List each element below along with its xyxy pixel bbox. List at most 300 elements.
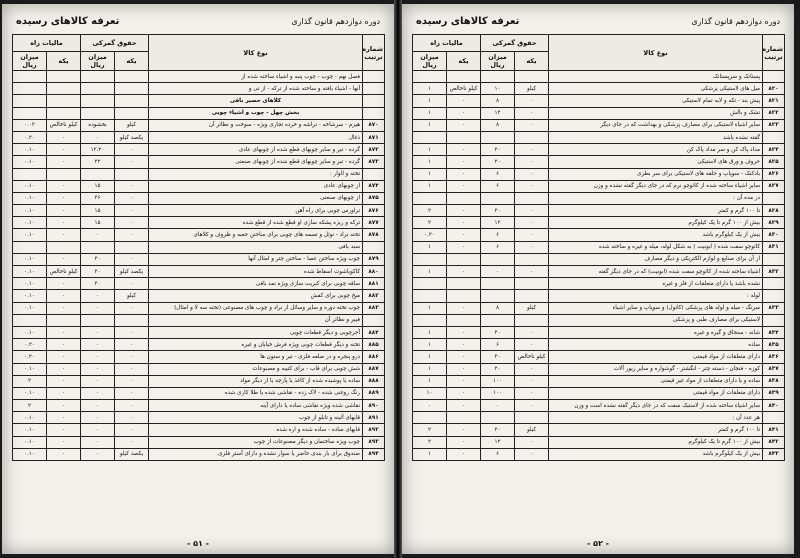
description-cell: میل های لاستیکی پزشکی: [549, 83, 763, 95]
item-number-cell: ۸۲۹: [763, 217, 785, 229]
customs-unit-cell: [515, 290, 549, 302]
page-header: [16, 12, 380, 30]
item-number-cell: ۸۳۵: [763, 339, 785, 351]
description-cell: فیبر و نظائر آن: [149, 314, 363, 326]
table-row: [13, 71, 385, 83]
tax-rate-cell: [413, 290, 447, 302]
tax-unit-cell: ۰: [47, 436, 81, 448]
customs-rate-cell: ۱۰۰: [481, 375, 515, 387]
customs-unit-cell: ۰: [515, 156, 549, 168]
item-number-cell: [363, 95, 385, 107]
tax-rate-cell: ۰.۱۰: [13, 302, 47, 314]
item-number-cell: ۸۷۹: [363, 253, 385, 265]
tax-unit-cell: ۰: [47, 448, 81, 460]
customs-unit-cell: یکصد کیلو: [115, 448, 149, 460]
page-header: [416, 12, 780, 30]
item-number-cell: [363, 71, 385, 83]
item-number-cell: ۸۷۴: [363, 180, 385, 192]
tax-unit-cell: ۰: [47, 339, 81, 351]
tax-unit-cell: ۰: [447, 387, 481, 399]
customs-unit-cell: ۰: [115, 412, 149, 424]
item-number-cell: ۸۷۰: [363, 119, 385, 131]
description-cell: بیش از یک کیلوگرم باشد: [549, 229, 763, 241]
item-number-cell: [763, 278, 785, 290]
item-number-cell: ۸۸۷: [363, 363, 385, 375]
table-row: [413, 119, 785, 131]
tax-unit-cell: ۰: [47, 326, 81, 338]
header-item-no: شماره ترتیب: [363, 35, 385, 71]
table-row: [413, 326, 785, 338]
item-number-cell: ۸۸۵: [363, 339, 385, 351]
description-cell: نقاشی شده ویژه نقاشی ساده یا دارای آینه: [149, 400, 363, 412]
customs-unit-cell: کیلو: [115, 119, 149, 131]
tax-rate-cell: ۱: [413, 119, 447, 131]
tariff-table: [12, 34, 385, 461]
description-cell: شانه - سنجاق و گیره و غیره: [549, 326, 763, 338]
description-cell: رنگ روغنی شده - لاک زده - نقاشی شده یا طلا کاری شده: [149, 387, 363, 399]
tax-unit-cell: ۰: [447, 326, 481, 338]
customs-rate-cell: ۸: [481, 302, 515, 314]
book-title: دوره دوازدهم قانون گذاری: [291, 16, 380, 26]
customs-rate-cell: ۲۰: [81, 266, 115, 278]
customs-unit-cell: ۰: [515, 144, 549, 156]
customs-unit-cell: یکصد کیلو: [115, 131, 149, 143]
tax-rate-cell: ۰.۱۰: [13, 448, 47, 460]
customs-rate-cell: ۶: [481, 229, 515, 241]
table-row: [413, 217, 785, 229]
tax-unit-cell: ۰: [47, 131, 81, 143]
table-row: [13, 229, 385, 241]
customs-unit-cell: ۰: [115, 363, 149, 375]
customs-unit-cell: ۰: [515, 107, 549, 119]
tax-unit-cell: ۰: [47, 412, 81, 424]
customs-rate-cell: [81, 95, 115, 107]
customs-rate-cell: ۰: [81, 351, 115, 363]
tax-rate-cell: ۰.۲۰: [413, 229, 447, 241]
description-cell: صندوق برای بار بندی حاضر یا سوار نشده و دارای آستر فلزی: [149, 448, 363, 460]
tax-unit-cell: ۰: [447, 205, 481, 217]
customs-unit-cell: ۰: [515, 205, 549, 217]
item-number-cell: [363, 83, 385, 95]
customs-rate-cell: [81, 168, 115, 180]
customs-unit-cell: ۰: [115, 144, 149, 156]
tax-rate-cell: ۰: [413, 400, 447, 412]
tax-rate-cell: [413, 71, 447, 83]
book-gutter: [394, 0, 402, 558]
customs-unit-cell: ۰: [115, 400, 149, 412]
customs-rate-cell: ۱۵: [81, 180, 115, 192]
customs-rate-cell: [81, 107, 115, 119]
tax-rate-cell: ۰.۱۰: [13, 436, 47, 448]
description-cell: ترکه و ریزه پشکه سازی او قطع شده از قطع شده: [149, 217, 363, 229]
description-cell: از آن برای صنایع و لوازم الکتریکی و دیگر مصارف: [549, 253, 763, 265]
customs-rate-cell: [481, 71, 515, 83]
tax-unit-cell: [447, 192, 481, 204]
tax-unit-cell: ۰: [447, 400, 481, 412]
tax-rate-cell: ۰.۱۰: [13, 180, 47, 192]
tax-rate-cell: [13, 95, 47, 107]
description-cell: پستانک و سرپستانک: [549, 71, 763, 83]
customs-rate-cell: [481, 192, 515, 204]
customs-unit-cell: ۰: [515, 436, 549, 448]
tax-unit-cell: [47, 95, 81, 107]
tax-rate-cell: ۰.۱۰: [13, 229, 47, 241]
customs-rate-cell: ۰: [81, 326, 115, 338]
customs-rate-cell: ۲۰: [481, 144, 515, 156]
customs-rate-cell: ۰: [81, 412, 115, 424]
tax-unit-cell: ۰: [47, 400, 81, 412]
table-row: [413, 205, 785, 217]
customs-unit-cell: ۰: [515, 229, 549, 241]
tax-rate-cell: ۲: [13, 400, 47, 412]
description-cell: بادکنک - سوپاپ و حلقه های لاستیکی برای سر بطری: [549, 168, 763, 180]
item-number-cell: ۸۳۷: [763, 363, 785, 375]
item-number-cell: [763, 131, 785, 143]
tax-unit-cell: ۰: [47, 229, 81, 241]
customs-unit-cell: ۰: [515, 363, 549, 375]
table-row: [413, 278, 785, 290]
tax-rate-cell: [413, 278, 447, 290]
table-row: [13, 168, 385, 180]
tax-rate-cell: ۰.۱۰: [13, 192, 47, 204]
customs-rate-cell: ۲۶: [81, 192, 115, 204]
customs-unit-cell: [515, 253, 549, 265]
tax-rate-cell: ۰.۱۰: [13, 278, 47, 290]
customs-rate-cell: ۱۰: [481, 83, 515, 95]
table-row: [413, 363, 785, 375]
customs-rate-cell: ۱۲: [481, 107, 515, 119]
description-cell: حروف و ورق های لاستیکی: [549, 156, 763, 168]
tax-rate-cell: [413, 192, 447, 204]
customs-unit-cell: ۰: [515, 119, 549, 131]
tax-unit-cell: [47, 168, 81, 180]
description-cell: ساده و یا دارای متعلقات از مواد غیر قیمتی: [549, 375, 763, 387]
item-number-cell: ۸۸۸: [363, 375, 385, 387]
table-row: [13, 387, 385, 399]
description-cell: سبد بافی: [149, 241, 363, 253]
tax-unit-cell: کیلو ناخالص: [47, 266, 81, 278]
customs-rate-cell: [481, 253, 515, 265]
table-row: [413, 266, 785, 278]
customs-unit-cell: ۰: [115, 387, 149, 399]
tax-rate-cell: ۰.۱۰: [13, 205, 47, 217]
table-row: [413, 71, 785, 83]
table-row: [13, 241, 385, 253]
customs-unit-cell: ۰: [115, 339, 149, 351]
table-row: [13, 144, 385, 156]
item-number-cell: [763, 290, 785, 302]
table-row: [413, 253, 785, 265]
tax-unit-cell: ۰: [47, 424, 81, 436]
table-row: [413, 314, 785, 326]
customs-rate-cell: ۰: [81, 387, 115, 399]
tax-rate-cell: ۰.۱۰: [13, 363, 47, 375]
table-row: [413, 156, 785, 168]
tax-unit-cell: ۰: [47, 302, 81, 314]
customs-rate-cell: [481, 412, 515, 424]
item-number-cell: ۸۹۱: [363, 412, 385, 424]
tax-unit-cell: ۰: [447, 424, 481, 436]
description-cell: کاکوباشوت اسقاط شده: [149, 266, 363, 278]
tax-rate-cell: ۱: [413, 302, 447, 314]
customs-unit-cell: [115, 71, 149, 83]
customs-rate-cell: ۸: [481, 95, 515, 107]
description-cell: در مده آن :: [549, 192, 763, 204]
item-number-cell: ۸۷۲: [363, 144, 385, 156]
tax-unit-cell: [447, 412, 481, 424]
description-cell: گفته نشده باشد: [549, 131, 763, 143]
description-cell: کوزه - فنجان - دسته چتر - انگشتر - گوشواره و سایر زیور آلات: [549, 363, 763, 375]
item-number-cell: ۸۲۰: [763, 83, 785, 95]
customs-rate-cell: ۲۰: [481, 424, 515, 436]
customs-rate-cell: ۱۵: [81, 205, 115, 217]
description-cell: لاستیکی برای مصارف طبی و پزشکی: [549, 314, 763, 326]
tax-unit-cell: [447, 290, 481, 302]
description-cell: ساده: [549, 339, 763, 351]
tax-unit-cell: ۰: [447, 119, 481, 131]
description-cell: سایر اشیاء لاستیکی برای مصارف پزشکی و بهداشت که در جای دیگر: [549, 119, 763, 131]
tax-unit-cell: ۰: [447, 107, 481, 119]
customs-unit-cell: [515, 71, 549, 83]
tax-unit-cell: ۰: [47, 192, 81, 204]
customs-unit-cell: [515, 314, 549, 326]
item-number-cell: [763, 192, 785, 204]
customs-rate-cell: ۰: [81, 375, 115, 387]
description-cell: گرده - تیر و سایر چوبهای قطع شده از چوبهای عادی: [149, 144, 363, 156]
description-cell: چوب ویژه ساختمان و دیگر مصنوعات از چوب: [149, 436, 363, 448]
tax-rate-cell: [13, 107, 47, 119]
item-number-cell: ۸۲۱: [763, 95, 785, 107]
tax-rate-cell: ۱: [413, 156, 447, 168]
customs-unit-cell: ۰: [115, 229, 149, 241]
customs-unit-cell: ۰: [115, 205, 149, 217]
item-number-cell: ۸۷۸: [363, 229, 385, 241]
customs-unit-cell: ۰: [515, 95, 549, 107]
customs-unit-cell: ۰: [515, 180, 549, 192]
description-cell: آجرچوبی و دیگر قطعات چوبی: [149, 326, 363, 338]
tax-unit-cell: کیلو ناخالص: [447, 83, 481, 95]
item-number-cell: ۸۲۳: [763, 119, 785, 131]
description-cell: کائوچو سفت شده ( ابونیت ) به شکل لوله، میله و غیره و ساخته شده: [549, 241, 763, 253]
customs-rate-cell: ۲۰: [481, 205, 515, 217]
customs-rate-cell: ۱۵: [81, 217, 115, 229]
item-number-cell: ۸۹۳: [363, 436, 385, 448]
tax-unit-cell: [447, 131, 481, 143]
header-tax-rate: میزان ریال: [413, 52, 447, 71]
customs-unit-cell: ۰: [115, 351, 149, 363]
customs-unit-cell: کیلو: [515, 424, 549, 436]
customs-unit-cell: ۰: [115, 278, 149, 290]
item-number-cell: ۸۷۷: [363, 217, 385, 229]
table-row: [13, 424, 385, 436]
customs-unit-cell: ۰: [115, 302, 149, 314]
description-cell: ذغال: [149, 131, 363, 143]
item-number-cell: [763, 412, 785, 424]
tax-rate-cell: ۰.۱۰: [13, 326, 47, 338]
customs-unit-cell: ۰: [115, 217, 149, 229]
customs-rate-cell: ۸: [481, 119, 515, 131]
tax-unit-cell: ۰: [47, 217, 81, 229]
table-row: [413, 339, 785, 351]
customs-rate-cell: ۶: [481, 448, 515, 460]
item-number-cell: ۸۷۶: [363, 205, 385, 217]
description-cell: نشده باشد یا دارای متعلقات از فلز و غیره: [549, 278, 763, 290]
tax-unit-cell: ۰: [47, 290, 81, 302]
page-number: - ۵۱ -: [187, 539, 209, 548]
table-row: [13, 314, 385, 326]
item-number-cell: ۸۸۱: [363, 278, 385, 290]
table-row: [413, 302, 785, 314]
page-title: تعرفه کالاهای رسیده: [16, 15, 120, 27]
tax-rate-cell: ۱: [413, 351, 447, 363]
table-row: [413, 241, 785, 253]
tax-rate-cell: ۰.۰۲: [13, 119, 47, 131]
table-row: [413, 436, 785, 448]
tax-unit-cell: ۰: [47, 205, 81, 217]
description-cell: چوب ویژه ساختن عصا - ساختن چتر و امثال آنها: [149, 253, 363, 265]
tax-rate-cell: ۲: [413, 205, 447, 217]
table-row: [13, 412, 385, 424]
item-number-cell: ۸۳۲: [763, 266, 785, 278]
description-cell: هیزم - سرشاخه - تراشه و خرده تجاری ویژه - سوخت و نظائر آن: [149, 119, 363, 131]
customs-unit-cell: کیلو: [515, 83, 549, 95]
description-cell: مداد پاک کن و سر مداد پاک کن: [549, 144, 763, 156]
tax-rate-cell: [13, 71, 47, 83]
customs-rate-cell: ۰: [81, 424, 115, 436]
customs-rate-cell: ۲۲: [81, 156, 115, 168]
customs-unit-cell: ۰: [515, 326, 549, 338]
tax-unit-cell: ۰: [447, 95, 481, 107]
item-number-cell: ۸۲۵: [763, 156, 785, 168]
customs-unit-cell: ۰: [115, 326, 149, 338]
customs-rate-cell: ۰: [81, 400, 115, 412]
table-row: [413, 107, 785, 119]
table-row: [413, 400, 785, 412]
item-number-cell: ۸۲۸: [763, 205, 785, 217]
header-description: نوع کالا: [549, 35, 763, 71]
customs-rate-cell: ۰: [81, 363, 115, 375]
customs-rate-cell: [481, 131, 515, 143]
table-row: [13, 217, 385, 229]
description-cell: بیش از یک کیلوگرم باشد: [549, 448, 763, 460]
customs-rate-cell: ۲۰: [81, 278, 115, 290]
item-number-cell: ۸۴۰: [763, 400, 785, 412]
header-tax-unit: یکه: [447, 52, 481, 71]
table-row: [13, 107, 385, 119]
table-row: [13, 339, 385, 351]
left-page: [2, 4, 394, 554]
customs-rate-cell: ۲۰: [481, 326, 515, 338]
tax-rate-cell: ۲: [13, 375, 47, 387]
description-cell: تخته و الوار :: [149, 168, 363, 180]
table-row: [13, 266, 385, 278]
header-customs-rate: میزان ریال: [481, 52, 515, 71]
tax-unit-cell: ۰: [47, 156, 81, 168]
item-number-cell: ۸۲۲: [763, 107, 785, 119]
table-row: [13, 302, 385, 314]
customs-unit-cell: کیلو ناخالص: [515, 351, 549, 363]
table-row: [413, 351, 785, 363]
tax-rate-cell: ۰.۲۰: [13, 351, 47, 363]
tax-rate-cell: ۰.۱۰: [13, 144, 47, 156]
customs-unit-cell: [515, 278, 549, 290]
tax-rate-cell: ۱: [413, 448, 447, 460]
description-cell: قابهای ساده - ساده شده و اره شده: [149, 424, 363, 436]
tax-unit-cell: ۰: [447, 448, 481, 460]
table-row: [413, 168, 785, 180]
tax-rate-cell: ۰.۲۰: [13, 131, 47, 143]
table-row: [13, 180, 385, 192]
tax-rate-cell: ۰.۱۰: [13, 217, 47, 229]
customs-unit-cell: ۰: [515, 266, 549, 278]
tax-unit-cell: ۰: [47, 144, 81, 156]
tax-unit-cell: [47, 83, 81, 95]
description-cell: بیش از ۱۰۰ گرم تا یک کیلوگرم: [549, 436, 763, 448]
tax-rate-cell: ۲: [413, 424, 447, 436]
description-cell: دارای متعلقات از مواد قیمتی: [549, 387, 763, 399]
description-cell: ساقه چوبی برای کبریت سازی ویژه نمد بافی: [149, 278, 363, 290]
item-number-cell: ۸۲۴: [763, 144, 785, 156]
tax-rate-cell: ۰.۱۰: [13, 266, 47, 278]
customs-unit-cell: ۰: [115, 156, 149, 168]
item-number-cell: [363, 314, 385, 326]
customs-unit-cell: ۰: [115, 436, 149, 448]
tax-unit-cell: ۰: [447, 217, 481, 229]
tax-unit-cell: ۰: [447, 229, 481, 241]
table-row: [413, 180, 785, 192]
table-row: [413, 192, 785, 204]
tax-rate-cell: ۰.۱۰: [13, 290, 47, 302]
description-cell: آنها - اشیاء بافته و ساخته شده از ترکه - از نی و: [149, 83, 363, 95]
description-cell: اشیاء ساخته شده از کائوچو سفت شده (ابونیت) که در جای دیگر گفته: [549, 266, 763, 278]
item-number-cell: ۸۳۱: [763, 241, 785, 253]
tax-unit-cell: ۰: [447, 156, 481, 168]
tax-rate-cell: [413, 314, 447, 326]
tax-rate-cell: ۲: [413, 436, 447, 448]
header-description: نوع کالا: [149, 35, 363, 71]
tax-unit-cell: ۰: [47, 387, 81, 399]
customs-rate-cell: ۰: [481, 400, 515, 412]
customs-unit-cell: یکصد کیلو: [115, 266, 149, 278]
tax-rate-cell: ۰.۱۰: [13, 412, 47, 424]
item-number-cell: ۸۹۲: [363, 424, 385, 436]
table-row: [413, 83, 785, 95]
customs-unit-cell: [115, 314, 149, 326]
description-cell: ساده یا پوشیده شده از کاغذ یا پارچه یا از دیگر مواد: [149, 375, 363, 387]
item-number-cell: ۸۸۶: [363, 351, 385, 363]
description-cell: درو پنجره و در ضلعه فلزی - تیر و ستون ها: [149, 351, 363, 363]
header-item-no: شماره ترتیب: [763, 35, 785, 71]
tax-rate-cell: ۱: [413, 144, 447, 156]
tax-unit-cell: ۰: [447, 241, 481, 253]
tax-unit-cell: [447, 71, 481, 83]
description-cell: از چوبهای عادی: [149, 180, 363, 192]
table-row: [13, 326, 385, 338]
item-number-cell: ۸۸۰: [363, 266, 385, 278]
customs-unit-cell: کیلو: [115, 290, 149, 302]
item-number-cell: ۸۸۳: [363, 302, 385, 314]
tax-rate-cell: ۱: [413, 83, 447, 95]
description-cell: فصل نهم - چوب - چوب پنبه و اشیاء ساخته شده از: [149, 71, 363, 83]
description-cell: سایر اشیاء ساخته شده از کائوچو نرم که در جای دیگر گفته نشده و وزن: [549, 180, 763, 192]
customs-rate-cell: ۲۰: [481, 363, 515, 375]
tax-unit-cell: ۰: [47, 253, 81, 265]
tax-unit-cell: [47, 71, 81, 83]
tax-rate-cell: ۱: [413, 95, 447, 107]
table-row: [413, 387, 785, 399]
item-number-cell: [363, 168, 385, 180]
table-row: [13, 131, 385, 143]
